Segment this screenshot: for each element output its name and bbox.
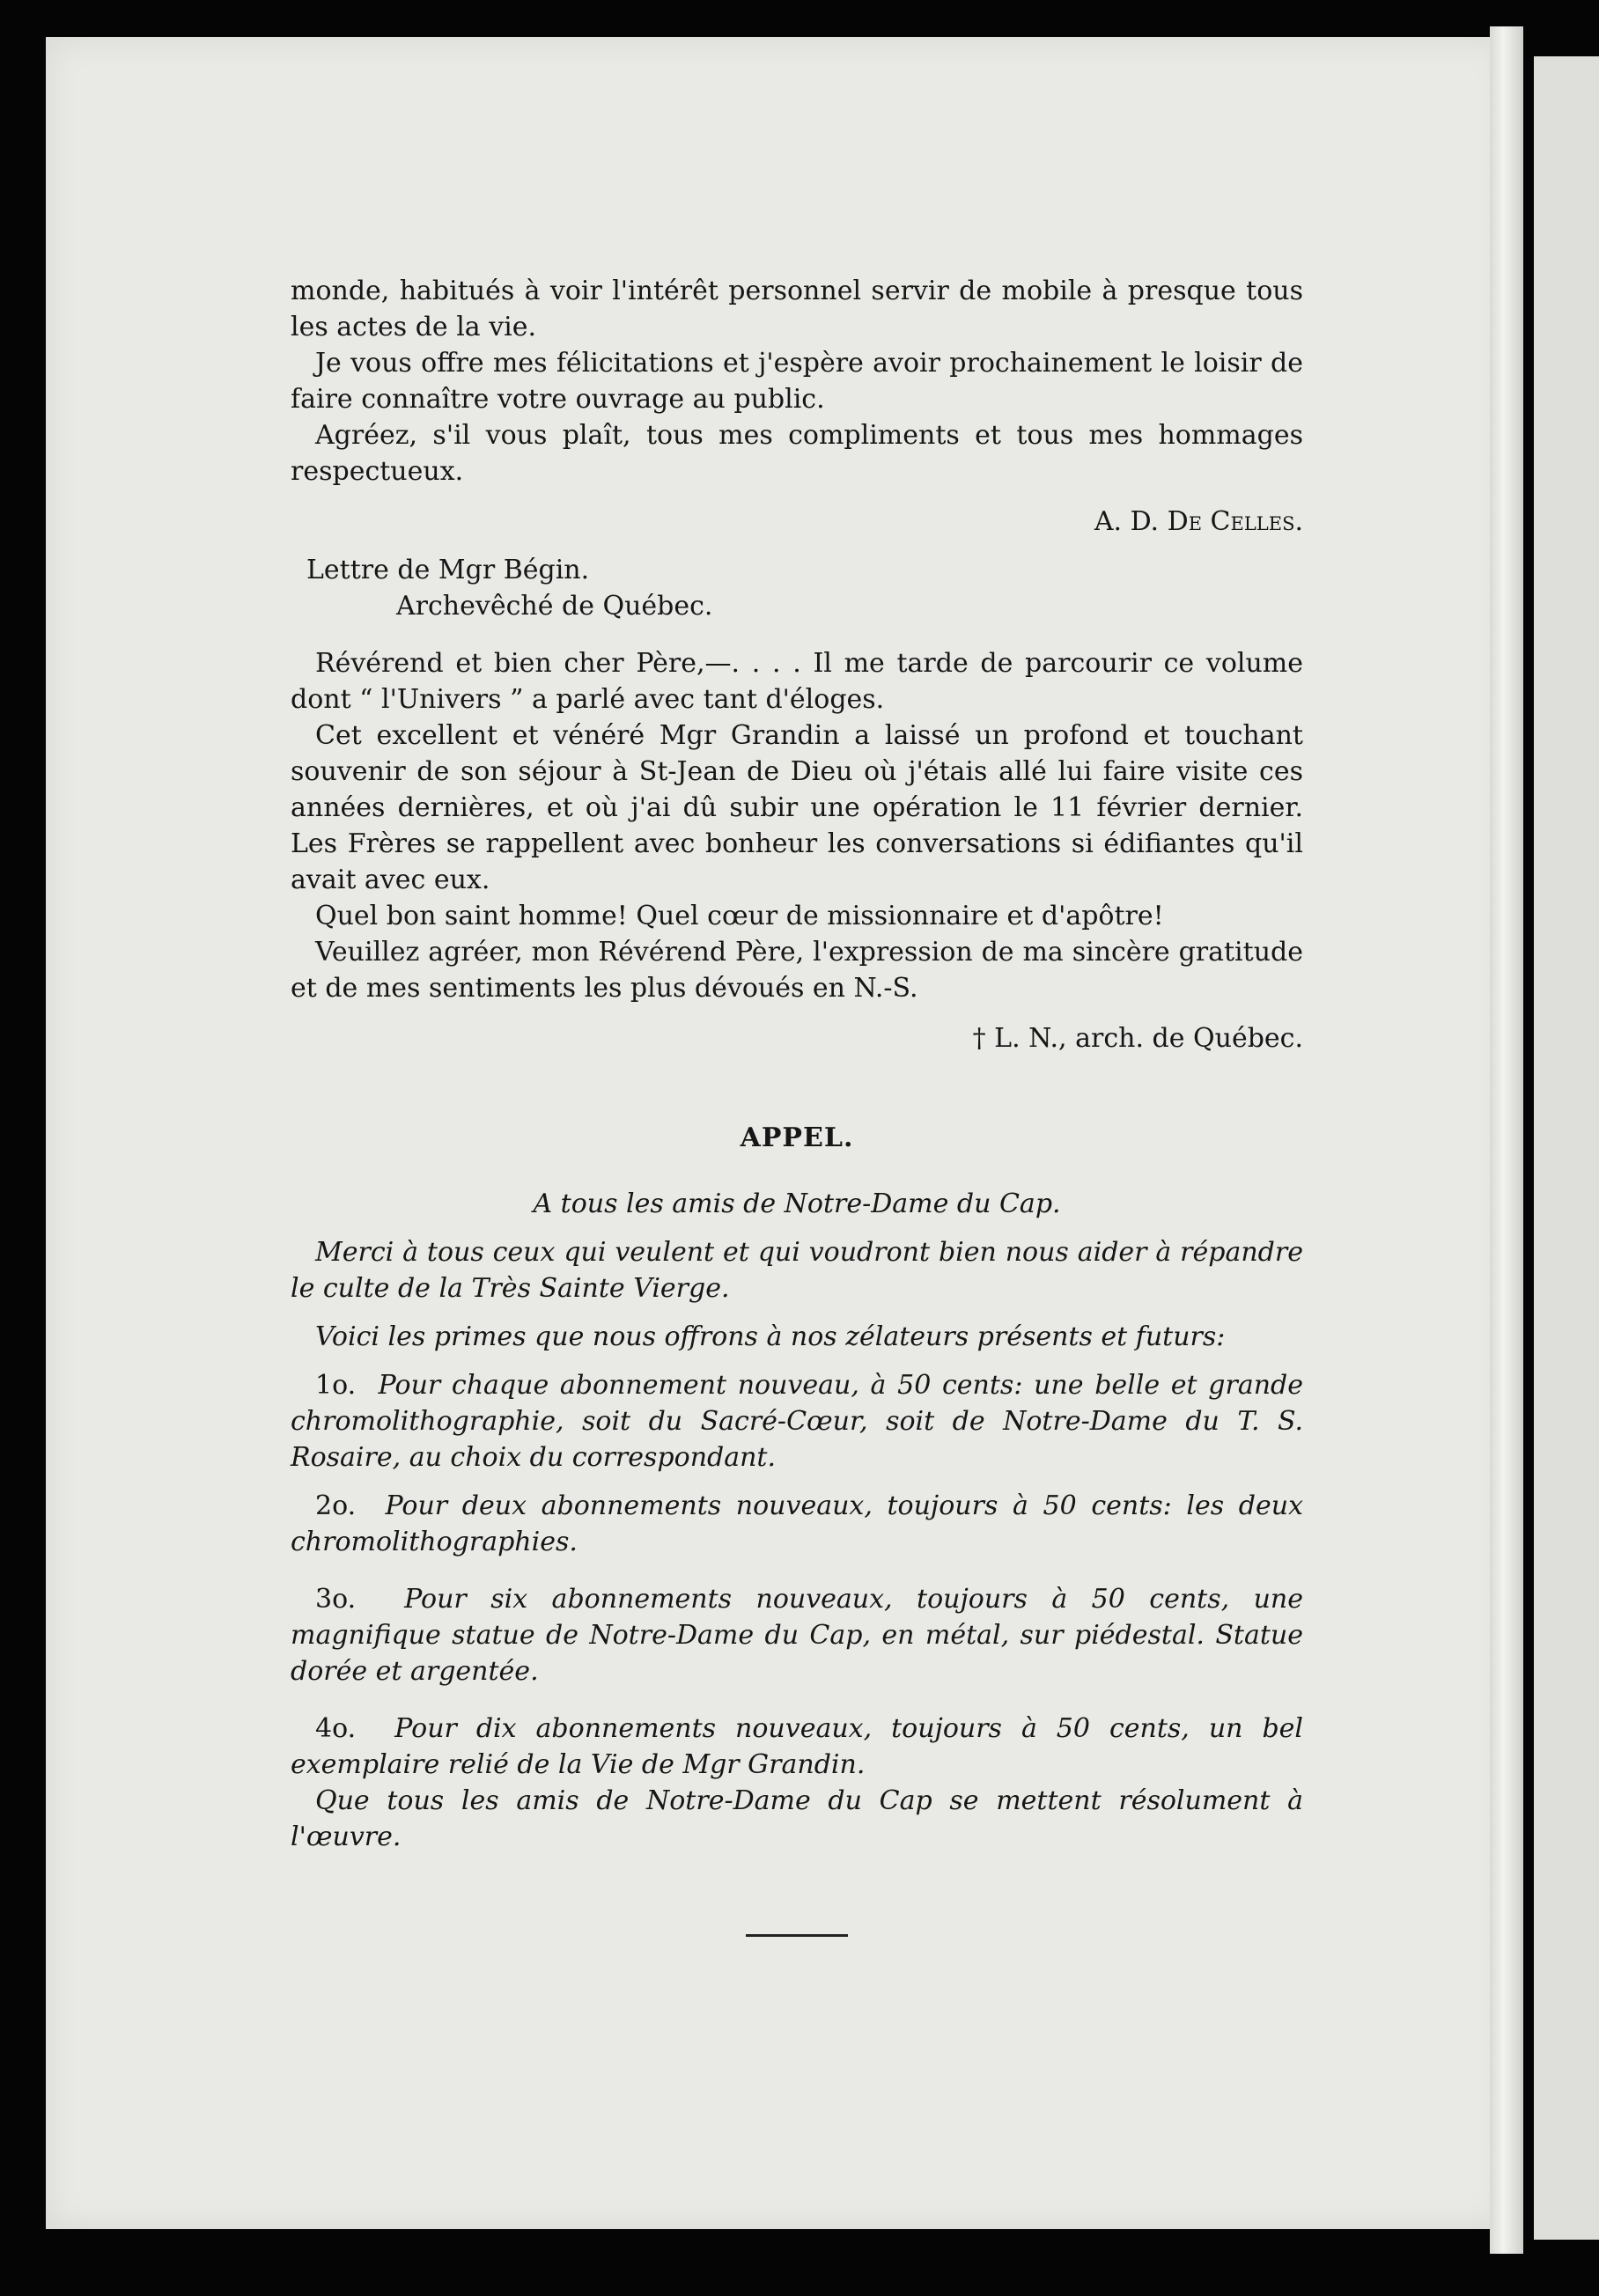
letter2-title: Lettre de Mgr Bégin.	[306, 555, 590, 585]
appel-paragraph-2: Voici les primes que nous offrons à nos zélateurs présents et futurs:	[315, 1321, 1226, 1352]
appel-subheading: A tous les amis de Notre-Dame du Cap.	[533, 1188, 1061, 1219]
appel-item-3-number: 3o.	[315, 1584, 357, 1615]
letter2-paragraph-2: Cet excellent et vénéré Mgr Grandin a laissé un profond et touchant souvenir de son séjour à St-Jean de Dieu où j'étais allé lui faire visite ces années dernières, et où j'ai dû subir une opération le 11 février dernier. Les Frères se rappellent avec bonheur les conversations si édifiantes qu'il avait avec eux.	[291, 720, 1303, 895]
appel-item-1-text: Pour chaque abonnement nouveau, à 50 cents: une belle et grande chromolithographie, soit du Sacré-Cœur, soit de Notre-Dame du T. S. Rosaire, au choix du correspondant.	[291, 1370, 1303, 1473]
letter1-signature-initials: A. D.	[1094, 506, 1160, 537]
appel-item-4	[291, 1711, 1303, 1783]
appel-item-4-number: 4o.	[315, 1713, 357, 1744]
appel-item-2-text: Pour deux abonnements nouveaux, toujours à 50 cents: les deux chromolithographies.	[291, 1490, 1303, 1557]
closing-rule	[746, 1934, 848, 1937]
page-text	[291, 273, 1303, 1937]
letter1-signature	[291, 504, 1303, 540]
letter1-paragraph-2: Je vous offre mes félicitations et j'espère avoir prochainement le loisir de faire connaître votre ouvrage au public.	[291, 348, 1303, 415]
appel-item-1	[291, 1367, 1303, 1475]
letter2-paragraph-1: Révérend et bien cher Père,—. . . . Il me tarde de parcourir ce volume dont “ l'Univers ” a parlé avec tant d'éloges.	[291, 648, 1303, 715]
appel-closing: Que tous les amis de Notre-Dame du Cap se mettent résolument à l'œuvre.	[291, 1785, 1303, 1852]
letter2-paragraph-4: Veuillez agréer, mon Révérend Père, l'expression de ma sincère gratitude et de mes sentiments les plus dévoués en N.-S.	[291, 937, 1303, 1004]
appel-item-3-text: Pour six abonnements nouveaux, toujours à 50 cents, une magnifique statue de Notre-Dame du Cap, en métal, sur piédestal. Statue dorée et argentée.	[291, 1584, 1303, 1687]
appel-item-3	[291, 1581, 1303, 1689]
letter2-paragraph-3: Quel bon saint homme! Quel cœur de missionnaire et d'apôtre!	[315, 901, 1164, 931]
appel-heading: APPEL.	[740, 1122, 854, 1153]
appel-item-1-number: 1o.	[315, 1370, 357, 1401]
page-spine	[1490, 26, 1523, 2254]
appel-item-2-number: 2o.	[315, 1490, 357, 1521]
appel-paragraph-1: Merci à tous ceux qui veulent et qui voudront bien nous aider à répandre le culte de la Très Sainte Vierge.	[291, 1237, 1303, 1304]
appel-item-4-text: Pour dix abonnements nouveaux, toujours à 50 cents, un bel exemplaire relié de la Vie de Mgr Grandin.	[291, 1713, 1304, 1780]
appel-item-2	[291, 1488, 1303, 1560]
facing-page-edge	[1534, 56, 1599, 2240]
letter2-place: Archevêché de Québec.	[396, 591, 713, 622]
letter1-paragraph-3: Agréez, s'il vous plaît, tous mes compliments et tous mes hommages respectueux.	[291, 420, 1303, 487]
letter1-signature-name: De Celles.	[1167, 506, 1303, 537]
letter2-signature: † L. N., arch. de Québec.	[972, 1023, 1303, 1054]
letter1-paragraph-1: monde, habitués à voir l'intérêt personnel servir de mobile à presque tous les actes de la vie.	[291, 276, 1303, 342]
